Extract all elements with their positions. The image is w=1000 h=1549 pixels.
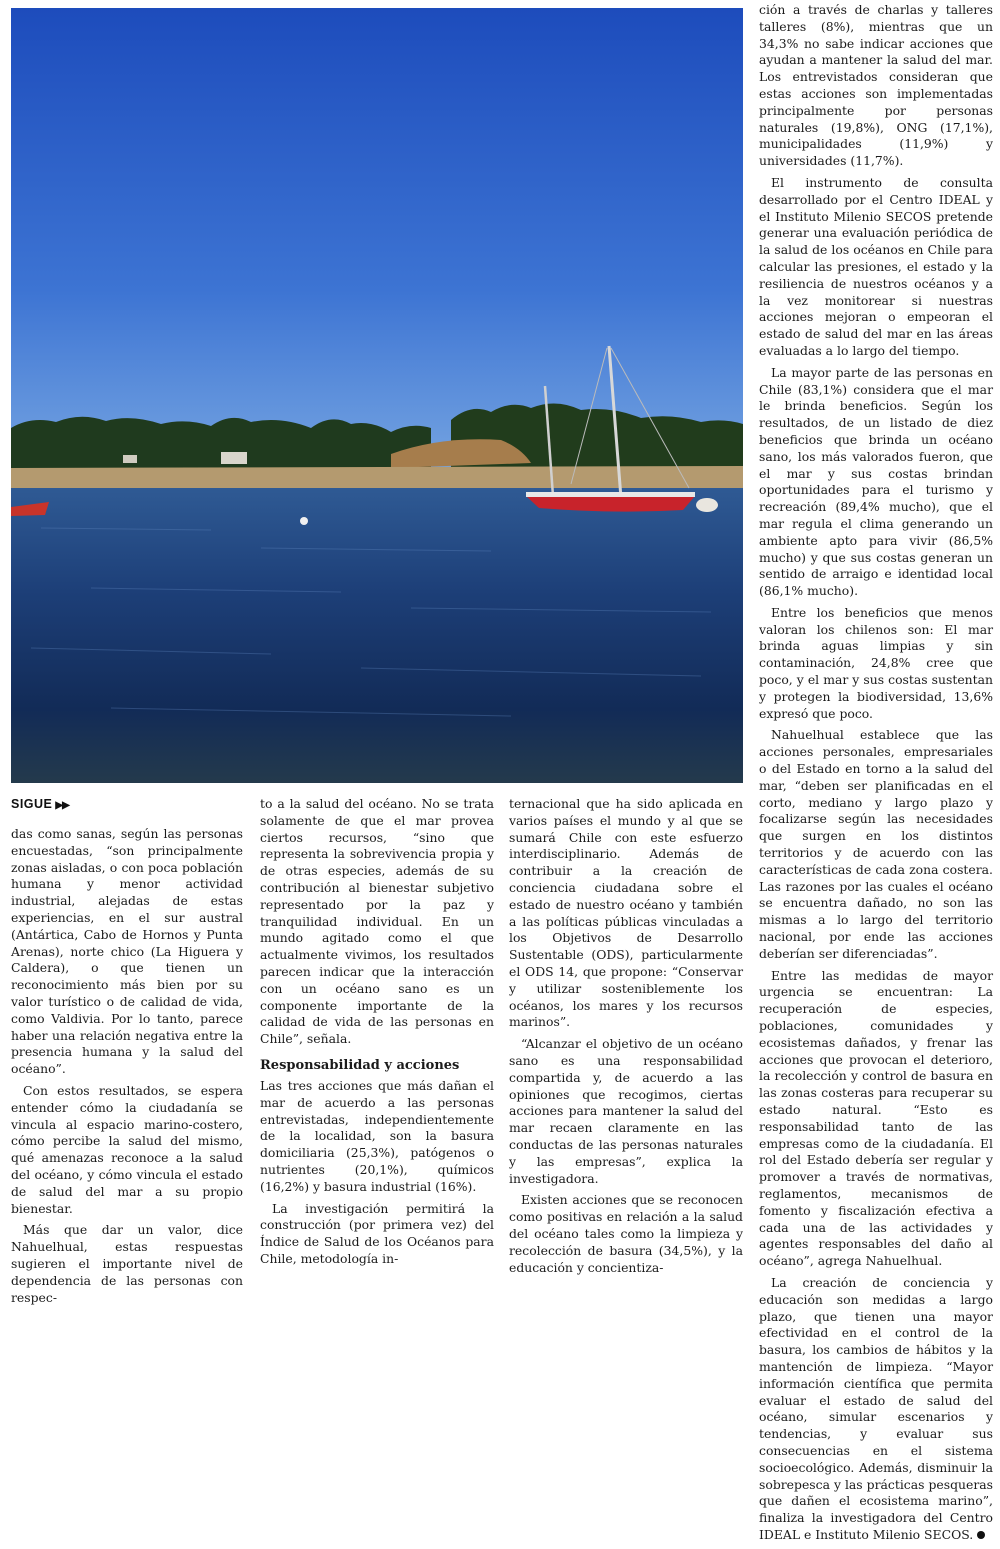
bay-sailboat-photo [11, 8, 743, 783]
article-column-3 [509, 796, 743, 1281]
paragraph: La mayor parte de las personas en Chile (83,1%) considera que el mar le brinda beneficios. Según los resultados, de un listado de diez beneficios que brinda un océano sano, los más valorados fueron, que el mar y sus costas brindan oportunidades para el turismo y recreación (89,4% mucho), que el mar regula el clima generando un ambiente apto para vivir (86,5% mucho) y que sus costas generan un sentido de arraigo e identidad local (86,1% mucho). [759, 364, 993, 599]
section-heading: Responsabilidad y acciones [260, 1057, 460, 1073]
paragraph: ternacional que ha sido aplicada en varios países el mundo y al que se sumará Chile con este esfuerzo interdisciplinario. Además de contribuir a la creación de conciencia ciudadana sobre el estado de nuestro océano y también a las políticas públicas vinculadas a los Objetivos de Desarrollo Sustentable (ODS), particularmente el ODS 14, que propone: “Conservar y utilizar sosteniblemente los océanos, los mares y los recursos marinos”. [509, 796, 743, 1030]
paragraph-final [759, 1275, 993, 1544]
paragraph: “Alcanzar el objetivo de un océano sano es una responsabilidad compartida y, de acuerdo a las opiniones que recogimos, ciertas acciones para mantener la salud del mar recaen claramente en las conductas de las personas naturales y las empresas”, explica la investigadora. [509, 1036, 743, 1186]
water [11, 488, 743, 783]
paragraph: ción a través de charlas y talleres talleres (8%), mientras que un 34,3% no sabe indicar acciones que ayudan a mantener la salud del mar. Los entrevistados consideran que estas acciones son implementadas principalmente por personas naturales (19,8%), ONG (17,1%), municipalidades (11,9%) y universidades (11,7%). [759, 2, 993, 169]
paragraph: to a la salud del océano. No se trata solamente de que el mar provea ciertos recursos, “sino que representa la sobrevivencia propia y de otras especies, además de su contribución al bienestar subjetivo representado por la paz y tranquilidad individual. En un mundo agitado como el que actualmente vivimos, los resultados parecen indicar que la interacción con un océano sano es un componente importante de la calidad de vida de las personas en Chile”, señala. [260, 796, 494, 1047]
paragraph: La investigación permitirá la construcción (por primera vez) del Índice de Salud de los Océanos para Chile, metodología in- [260, 1200, 494, 1266]
paragraph: Con estos resultados, se espera entender cómo la ciudadanía se vincula al espacio marino-costero, cómo percibe la salud del mismo, qué amenazas reconoce a la salud del océano, y cómo vincula el estado de salud del mar a su propio bienestar. [11, 1082, 243, 1216]
article-photo [11, 8, 743, 783]
sky [11, 8, 743, 478]
buoy-center [300, 517, 308, 525]
sigue-label [11, 797, 69, 811]
paragraph-text: La creación de conciencia y educación son medidas a largo plazo, que tienen una mayor efectividad en el control de la basura, los cambios de hábitos y la mantención de limpieza. “Mayor información científica que permita evaluar el estado de salud del océano, simular escenarios y tendencias, y evaluar sus consecuencias en el sistema socioecológico. Además, disminuir la sobrepesca y las prácticas pesqueras que dañen el ecosistema marino”, finaliza la investigadora del Centro IDEAL e Instituto Milenio SECOS. [759, 1274, 993, 1542]
article-column-4 [759, 2, 993, 1549]
paragraph: Más que dar un valor, dice Nahuelhual, estas respuestas sugieren el importante nivel de dependencia de las personas con respec- [11, 1222, 243, 1305]
article-column-1 [11, 826, 243, 1311]
house-small [123, 455, 137, 463]
sigue-arrow-icon: ▶▶ [55, 800, 69, 811]
house [221, 452, 247, 464]
end-mark-icon [977, 1531, 985, 1539]
paragraph: El instrumento de consulta desarrollado por el Centro IDEAL y el Instituto Milenio SECOS pretende generar una evaluación periódica de la salud de los océanos en Chile para calcular las presiones, el estado y la resiliencia de nuestros océanos y a la vez monitorear si nuestras acciones mejoran o empeoran el estado de salud del mar en las áreas evaluadas a lo largo del tiempo. [759, 174, 993, 358]
article-column-2 [260, 796, 494, 1273]
sigue-text: SIGUE [11, 797, 53, 811]
paragraph: Existen acciones que se reconocen como positivas en relación a la salud del océano tales como la limpieza y recolección de basura (34,5%), y la educación y concientiza- [509, 1192, 743, 1275]
paragraph: Las tres acciones que más dañan el mar de acuerdo a las personas entrevistadas, independientemente de la localidad, son la basura domiciliaria (25,3%), patógenos o nutrientes (20,1%), químicos (16,2%) y basura industrial (16%). [260, 1077, 494, 1194]
paragraph: das como sanas, según las personas encuestadas, “son principalmente zonas aisladas, o con poca población humana y menor actividad industrial, alejadas de estas experiencias, en el sur austral (Antártica, Cabo de Hornos y Punta Arenas), norte chico (La Higuera y Caldera), o que tienen un reconocimiento más bien por su valor turístico o de calidad de vida, como Valdivia. Por lo tanto, parece haber una relación negativa entre la presencia humana y la salud del océano”. [11, 826, 243, 1077]
paragraph: Entre las medidas de mayor urgencia se encuentran: La recuperación de especies, poblaciones, comunidades y ecosistemas dañados, y frenar las acciones que provocan el deterioro, la recolección y control de basura en las zonas costeras para recuperar su estado natural. “Esto es responsabilidad tanto de las empresas como de la ciudadanía. El rol del Estado debería ser regular y promover a través de normativas, reglamentos, mecanismos de fomento y fiscalización efectiva a cada una de las actividades y agentes responsables del daño al océano”, agrega Nahuelhual. [759, 967, 993, 1269]
paragraph: Entre los beneficios que menos valoran los chilenos son: El mar brinda aguas limpias y sin contaminación, 24,8% cree que poco, y el mar y sus costas sustentan y protegen la biodiversidad, 13,6% expresó que poco. [759, 604, 993, 721]
paragraph: Nahuelhual establece que las acciones personales, empresariales o del Estado en torno a la salud del mar, “deben ser planificadas en el corto, mediano y largo plazo y focalizarse según las necesidades que surgen en los distintos territorios y de acuerdo con las características de cada zona costera. Las razones por las cuales el océano se encuentra dañado, no son las mismas a lo largo del territorio nacional, por ende las acciones deberían ser diferenciadas”. [759, 727, 993, 961]
buoy-right [696, 498, 718, 512]
